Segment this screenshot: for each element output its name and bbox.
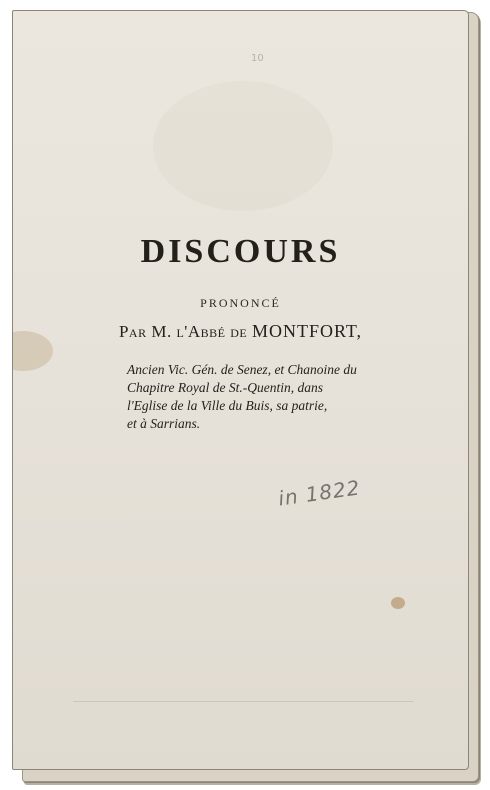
document-subtitle: PRONONCÉ	[200, 296, 281, 310]
description-line: Ancien Vic. Gén. de Senez, et Chanoine du	[127, 362, 357, 377]
fold-crease	[73, 701, 413, 702]
author-name: MONTFORT,	[251, 321, 363, 341]
author-prefix: Par M. l'Abbé de	[118, 322, 248, 341]
foxing-spot	[391, 597, 405, 609]
description-line: et à Sarrians.	[127, 416, 201, 431]
description-line: Chapitre Royal de St.-Quentin, dans	[127, 380, 323, 395]
paper-stain	[153, 81, 333, 211]
title-page	[12, 10, 469, 770]
author-description	[127, 361, 457, 433]
pencil-mark: 10	[251, 53, 264, 64]
handwritten-annotation: in 1822	[276, 475, 362, 511]
document-title: DISCOURS	[140, 233, 341, 270]
author-line	[13, 321, 468, 342]
description-line: l'Eglise de la Ville du Buis, sa patrie,	[127, 398, 328, 413]
